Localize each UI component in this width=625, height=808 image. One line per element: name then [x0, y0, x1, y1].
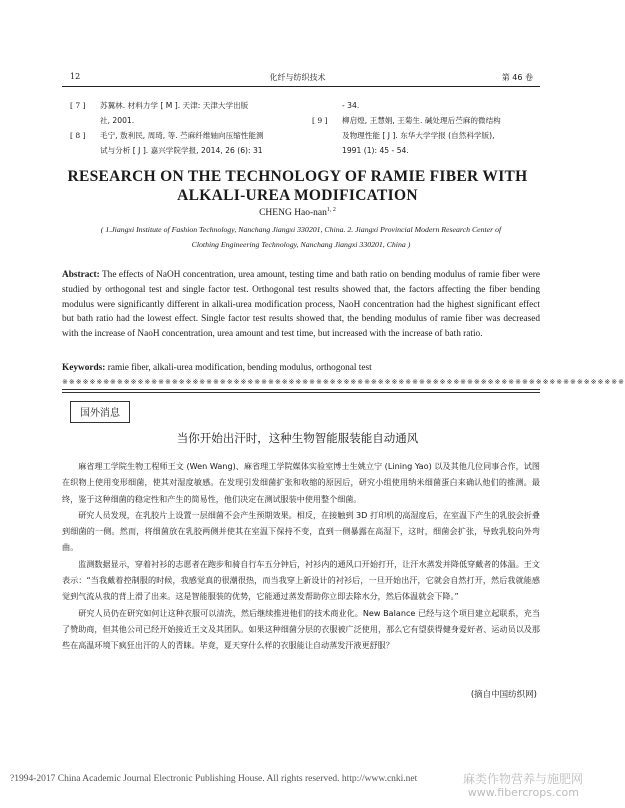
journal-name: 化纤与纺织技术 [269, 73, 326, 82]
reference-text: - 34. [342, 101, 360, 110]
abstract-text: The effects of NaOH concentration, urea amount, testing time and bath ratio on bending modulus of ramie fiber were studied by orthogonal test and single factor test. Orthogonal test results showed that, the factors affecting the fiber bending modulus were significantly different in alkali-urea modification process, NaoH concentration had the highest significant effect but bath ratio had the lowest effect. Single factor test results showed that, the bending modulus of ramie fiber was decreased with the increase of NaoH concentration, urea amount and test time, but increased with the increase of bath ratio. [62, 270, 541, 340]
affiliation-line: ( 1.Jiangxi Institute of Fashion Technology, Nanchang Jiangxi 330201, China. 2. Jiangxi Provincial Modern Research Center of [100, 225, 502, 234]
header-rule [62, 86, 540, 87]
reference-text: 社, 2001. [100, 116, 135, 125]
affiliation-line: Clothing Engineering Technology, Nanchang Jiangxi 330201, China ) [191, 240, 411, 249]
keywords [62, 361, 540, 376]
news-paragraph: 研究人员发现，在乳胶片上设置一层细菌不会产生预期效果。相反，在接触到 3D 打印机的高湿度后，在室温下产生的乳胶会折叠到细菌的一侧。然而，将细菌放在乳胶两侧并使其在室温下保持不变，直到一侧暴露在高湿下，这时，细菌会扩张，导致乳胶向外弯曲。 [62, 509, 540, 553]
reference-text: 柳启煌, 王慧娟, 王菊生. 碱处理后苎麻的微结构 [342, 116, 501, 125]
author [0, 207, 595, 218]
reference-text: 试与分析 [ J ]. 嘉兴学院学报, 2014, 26 (6): 31 [100, 146, 263, 155]
section-tag: 国外消息 [80, 408, 120, 419]
article-title-line-1: RESEARCH ON THE TECHNOLOGY OF RAMIE FIBER WITH [67, 168, 528, 185]
abstract-label: Abstract: [62, 270, 100, 280]
reference-number: [ 7 ] [70, 101, 86, 110]
affiliation [62, 222, 540, 252]
news-body [62, 458, 540, 654]
news-source: (摘自中国纺织网) [470, 690, 537, 700]
author-name: CHENG Hao-nan [259, 208, 327, 219]
keywords-label: Keywords: [62, 363, 106, 373]
volume-label: 第 46 卷 [501, 73, 533, 82]
author-superscript: 1, 2 [326, 207, 336, 213]
copyright-footer: ?1994-2017 China Academic Journal Electronic Publishing House. All rights reserved. http://www.cnki.net [10, 774, 418, 784]
decorative-border: ※※※※※※※※※※※※※※※※※※※※※※※※※※※※※※※※※※※※※※※※※※※※※※※※※※※※※※※※※※※※※※※※※※※※※※※※※※※※※※※※※※ [62, 378, 625, 386]
abstract [62, 268, 540, 342]
watermark-url: www.fibercrops.com [467, 786, 579, 799]
article-title-line-2: ALKALI-UREA MODIFICATION [177, 187, 418, 204]
reference-text: 1991 (1): 45 - 54. [342, 146, 409, 155]
keywords-text: ramie fiber, alkali-urea modification, bending modulus, orthogonal test [107, 363, 372, 373]
reference-text: 毛宁, 敖利民, 周琦, 等. 苎麻纤维轴向压缩性能测 [100, 131, 264, 140]
watermark-text: 麻类作物营养与施肥网 [462, 772, 583, 786]
divider-line [62, 392, 540, 393]
reference-9 [312, 98, 542, 168]
divider-line [62, 389, 540, 390]
reference-number: [ 9 ] [312, 116, 328, 125]
news-paragraph: 研究人员仍在研究如何让这种衣服可以清洗，然后继续推进他们的技术商业化。New Balance 已经与这个项目建立起联系，充当了赞助商，但其他公司已经开始接近王文及其团队。如果这种细菌分层的衣服被广泛使用，那么它有望获得健身爱好者、运动员以及那些在高温环境下疯狂出汗的人的青睐。毕竟，夏天穿什么样的衣服能让自动蒸发汗液更舒服？ [62, 607, 540, 651]
news-paragraph: 麻省理工学院生物工程师王文 (Wen Wang)、麻省理工学院媒体实验室博士生姚立宁 (Lining Yao) 以及其他几位同事合作，试图在织物上使用变形细菌，使其对湿度敏感。在发现引发细菌扩张和收缩的原因后，研究小组使用纳米细菌蛋白来确认他们的推测。最终，鉴于这种细菌的稳定性和产生的简易性，他们决定在测试服装中使用整个细菌。 [62, 461, 540, 504]
reference-text: 苏翼林. 材料力学 [ M ]. 天津: 天津大学出版 [100, 101, 249, 110]
reference-text: 及物理性能 [ J ]. 东华大学学报 (自然科学版), [342, 131, 495, 140]
reference-8 [70, 128, 310, 168]
page-number: 12 [70, 72, 81, 81]
news-title: 当你开始出汗时，这种生物智能服装能自动通风 [176, 431, 419, 445]
news-paragraph: 监测数据显示，穿着衬衫的志愿者在跑步和骑自行车五分钟后，衬衫内的通风口开始打开，让汗水蒸发并降低穿戴者的体温。王文表示：“当我戴着控制服的时候，我感觉真的很潮很热，而当我穿上新设计的衬衫后，一旦开始出汗，它就会自然打开，然后我就能感觉到气流从我的背上滑了出来。这是智能服装的优势，它能通过蒸发帮助你立即去除水分，然后体温就会下降。” [62, 558, 540, 602]
reference-number: [ 8 ] [70, 131, 86, 140]
